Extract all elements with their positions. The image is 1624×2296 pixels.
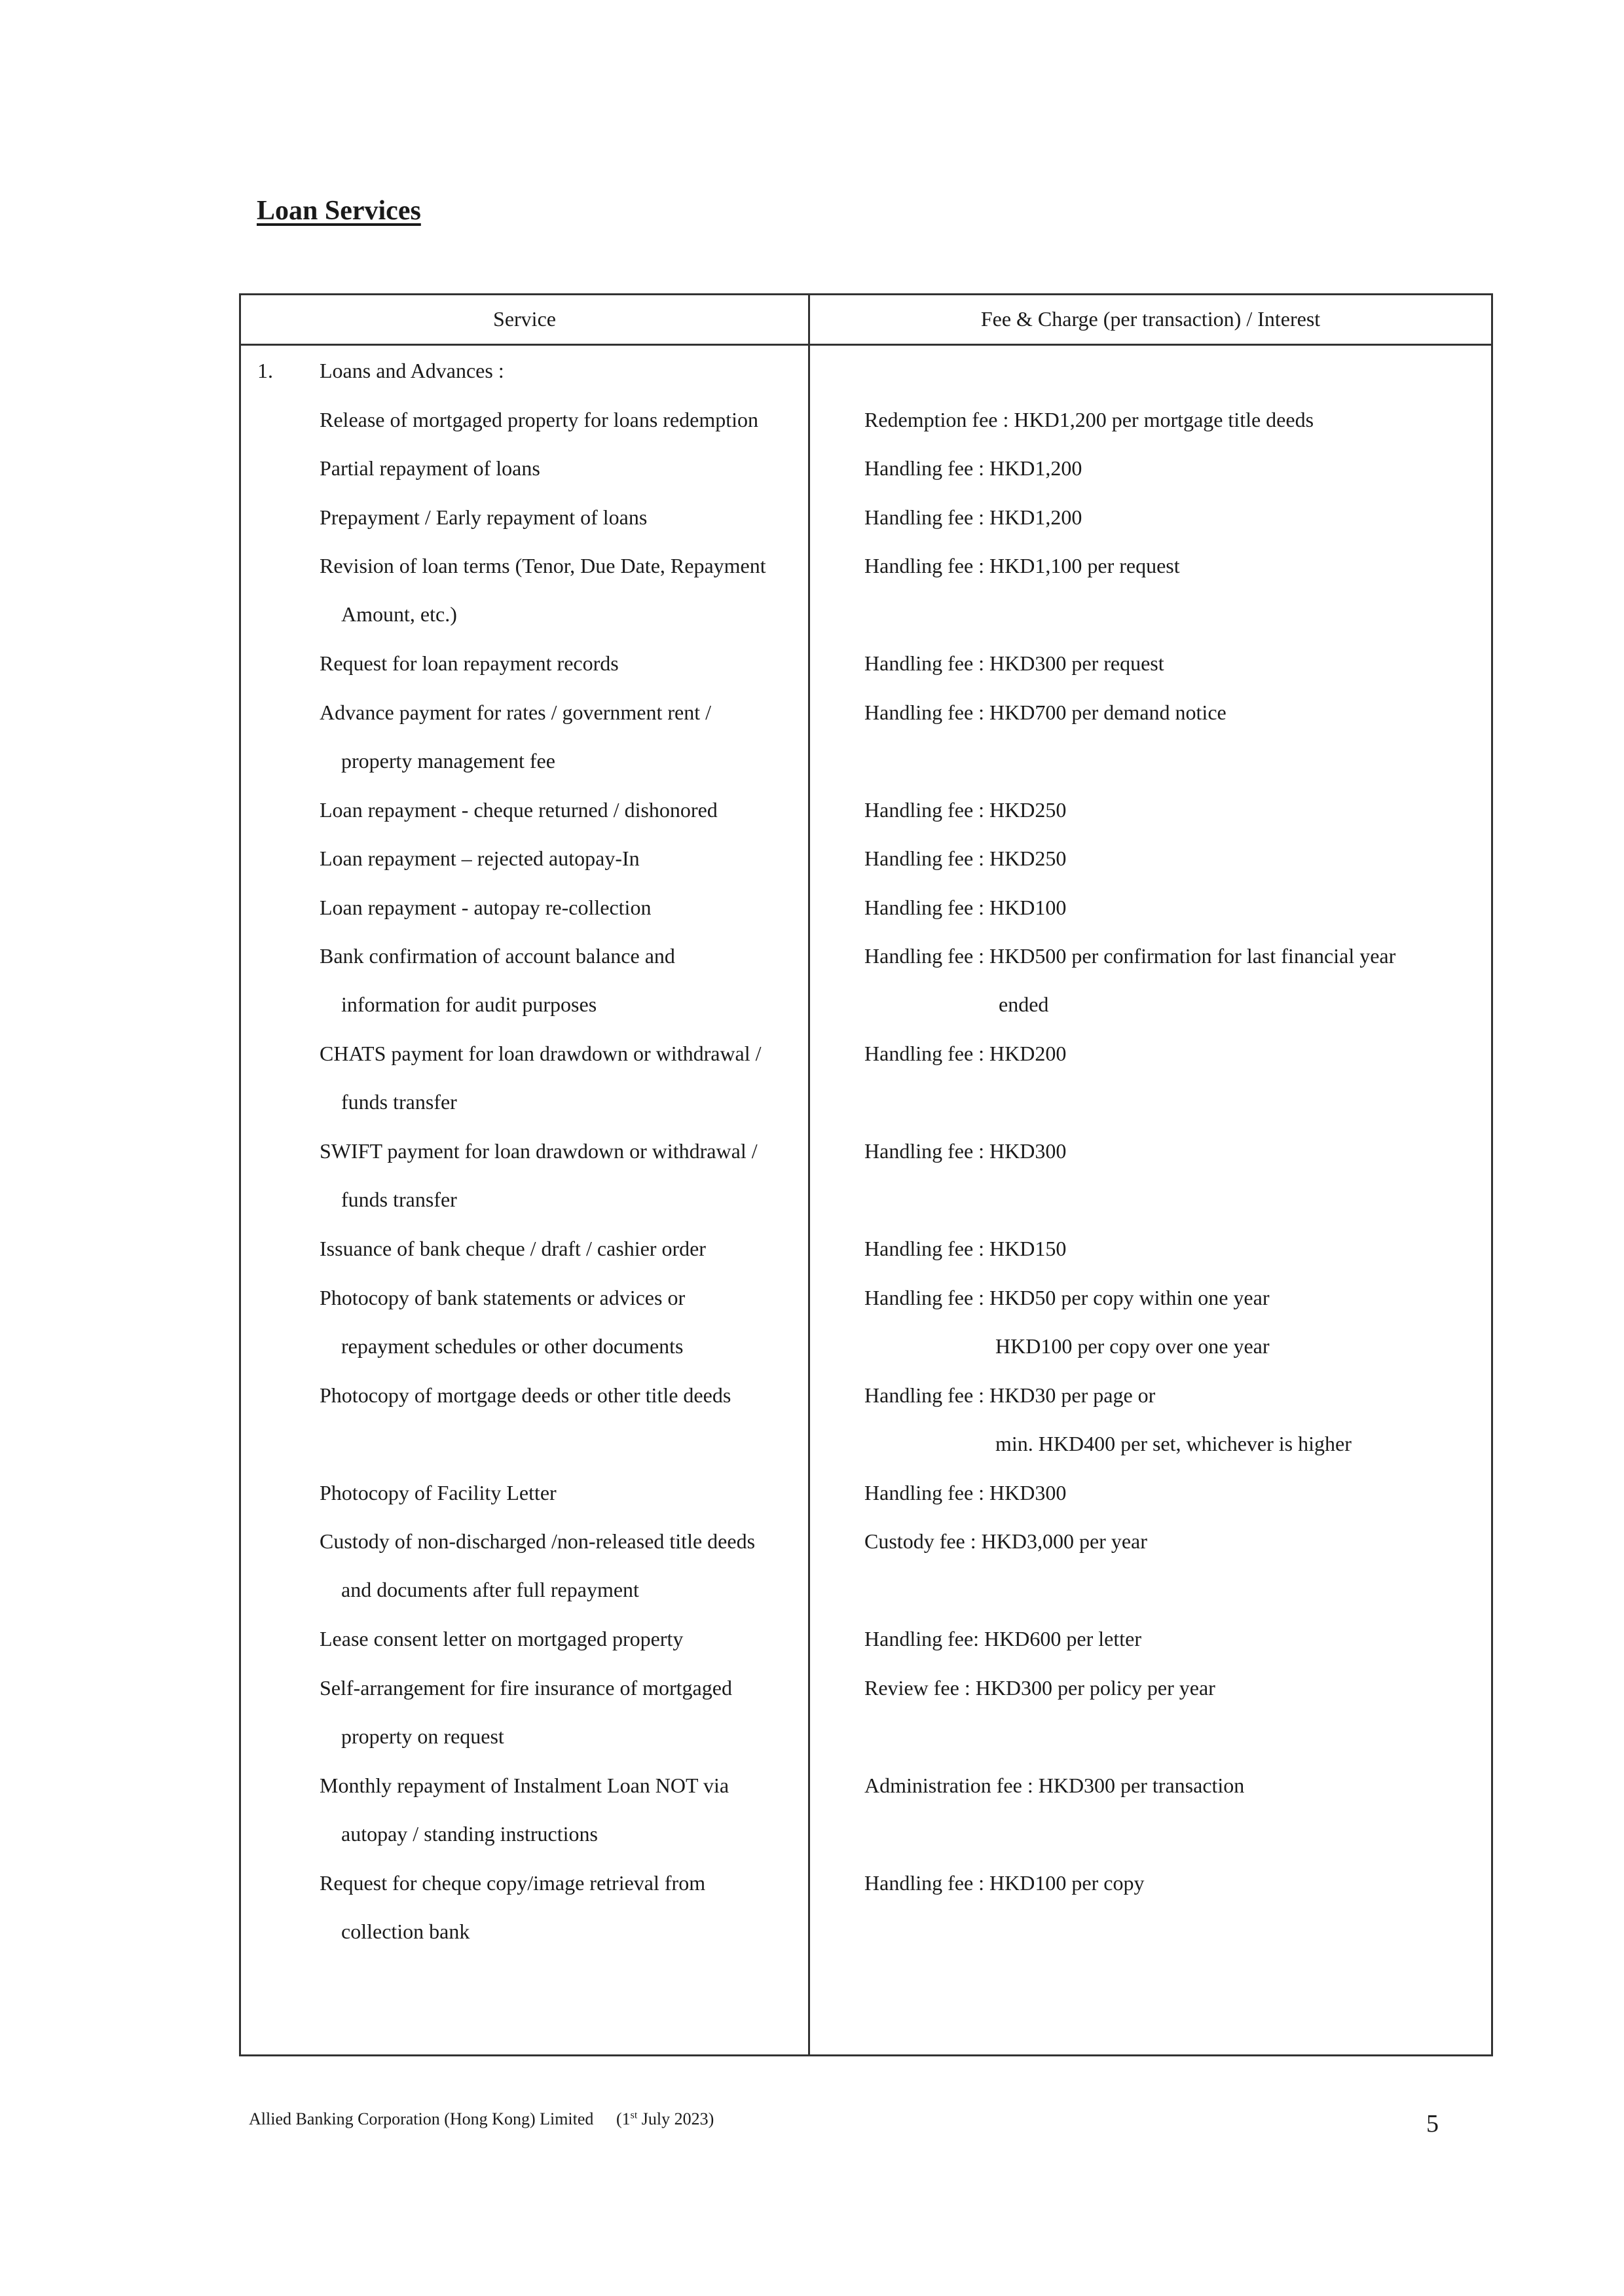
fee-cell xyxy=(864,845,1486,871)
fee-text: Handling fee : HKD100 xyxy=(864,896,1067,919)
service-text-continued: Amount, etc.) xyxy=(341,602,457,626)
service-text-continued: repayment schedules or other documents xyxy=(341,1334,684,1358)
service-cell xyxy=(320,1040,804,1115)
fee-text: Handling fee : HKD150 xyxy=(864,1237,1067,1260)
section-label: Loans and Advances : xyxy=(320,359,504,382)
service-text: Advance payment for rates / government rent / xyxy=(320,701,711,724)
service-cell xyxy=(320,894,804,920)
page-title: Loan Services xyxy=(257,196,421,226)
table-header xyxy=(241,295,1491,346)
service-text: CHATS payment for loan drawdown or withdrawal / xyxy=(320,1042,762,1065)
fee-cell xyxy=(864,553,1486,579)
fee-cell xyxy=(864,455,1486,481)
fee-cell xyxy=(864,1040,1486,1066)
fee-text: Custody fee : HKD3,000 per year xyxy=(864,1529,1147,1553)
service-text: Photocopy of mortgage deeds or other title deeds xyxy=(320,1383,731,1407)
fee-text: Handling fee: HKD600 per letter xyxy=(864,1627,1141,1650)
service-cell xyxy=(320,455,804,481)
fee-cell xyxy=(864,504,1486,530)
fee-text: Handling fee : HKD700 per demand notice xyxy=(864,701,1227,724)
service-cell xyxy=(320,1626,804,1652)
fee-text: Handling fee : HKD300 xyxy=(864,1481,1067,1504)
fee-text: Handling fee : HKD250 xyxy=(864,798,1067,822)
service-cell xyxy=(320,845,804,871)
service-text: Loan repayment - autopay re-collection xyxy=(320,896,652,919)
fee-column-header: Fee & Charge (per transaction) / Interest xyxy=(980,307,1321,331)
fee-cell xyxy=(864,650,1486,676)
service-cell xyxy=(320,1480,804,1506)
section-number: 1. xyxy=(257,359,273,382)
service-text: Release of mortgaged property for loans redemption xyxy=(320,408,758,431)
fee-text: Redemption fee : HKD1,200 per mortgage title deeds xyxy=(864,408,1314,431)
fee-cell xyxy=(864,1626,1486,1652)
fee-cell xyxy=(864,407,1486,433)
footer-company: Allied Banking Corporation (Hong Kong) Limited xyxy=(249,2109,594,2128)
fee-cell xyxy=(864,1675,1486,1701)
service-cell xyxy=(320,407,804,433)
service-cell xyxy=(320,1528,804,1603)
service-text: Request for loan repayment records xyxy=(320,651,619,675)
fee-cell xyxy=(864,1235,1486,1262)
service-cell xyxy=(320,943,804,1017)
service-text: Revision of loan terms (Tenor, Due Date, Repayment xyxy=(320,554,766,577)
fee-cell xyxy=(864,1772,1486,1798)
service-cell xyxy=(320,1675,804,1749)
service-text-continued: and documents after full repayment xyxy=(341,1578,639,1601)
service-cell xyxy=(320,1138,804,1212)
fee-text: Handling fee : HKD500 per confirmation for last financial year xyxy=(864,944,1396,968)
fee-cell xyxy=(864,699,1486,725)
fee-text-continued: min. HKD400 per set, whichever is higher xyxy=(995,1432,1352,1455)
fee-cell xyxy=(864,1382,1486,1457)
service-column-header: Service xyxy=(493,307,556,331)
fee-text: Handling fee : HKD100 per copy xyxy=(864,1871,1145,1895)
service-cell xyxy=(320,1235,804,1262)
fee-text: Handling fee : HKD30 per page or xyxy=(864,1383,1156,1407)
service-text: Issuance of bank cheque / draft / cashier order xyxy=(320,1237,706,1260)
service-text: Custody of non-discharged /non-released title deeds xyxy=(320,1529,756,1553)
service-cell xyxy=(320,1870,804,1944)
service-text: Prepayment / Early repayment of loans xyxy=(320,505,648,529)
fee-text-continued: HKD100 per copy over one year xyxy=(995,1334,1270,1358)
service-text: Loan repayment – rejected autopay-In xyxy=(320,847,640,870)
fee-text-continued: ended xyxy=(999,993,1049,1016)
page-number: 5 xyxy=(1426,2110,1439,2138)
fee-cell xyxy=(864,1285,1486,1359)
fee-text: Handling fee : HKD300 per request xyxy=(864,651,1164,675)
service-text-continued: property management fee xyxy=(341,749,555,773)
service-text: SWIFT payment for loan drawdown or withdrawal / xyxy=(320,1139,758,1163)
service-text: Photocopy of Facility Letter xyxy=(320,1481,557,1504)
service-text: Request for cheque copy/image retrieval from xyxy=(320,1871,706,1895)
service-text-continued: funds transfer xyxy=(341,1188,457,1211)
service-text: Photocopy of bank statements or advices or xyxy=(320,1286,686,1309)
service-text: Loan repayment - cheque returned / dishonored xyxy=(320,798,718,822)
service-cell xyxy=(320,650,804,676)
fee-text: Handling fee : HKD200 xyxy=(864,1042,1067,1065)
service-text-continued: autopay / standing instructions xyxy=(341,1822,598,1846)
service-text-continued: information for audit purposes xyxy=(341,993,597,1016)
service-text-continued: property on request xyxy=(341,1724,504,1748)
column-divider xyxy=(808,295,810,2054)
service-text-continued: funds transfer xyxy=(341,1090,457,1114)
fee-cell xyxy=(864,894,1486,920)
fee-cell xyxy=(864,943,1486,1017)
service-text: Bank confirmation of account balance and xyxy=(320,944,675,968)
service-cell xyxy=(320,699,804,774)
fee-cell xyxy=(864,1528,1486,1554)
service-text: Lease consent letter on mortgaged property xyxy=(320,1627,684,1650)
footer xyxy=(249,2109,714,2129)
fee-cell xyxy=(864,797,1486,823)
service-text: Monthly repayment of Instalment Loan NOT via xyxy=(320,1774,729,1797)
service-cell xyxy=(320,1285,804,1359)
service-cell xyxy=(320,797,804,823)
fee-text: Handling fee : HKD1,200 xyxy=(864,505,1082,529)
fee-cell xyxy=(864,1138,1486,1164)
fee-text: Administration fee : HKD300 per transaction xyxy=(864,1774,1245,1797)
service-cell xyxy=(320,504,804,530)
service-cell xyxy=(320,1382,804,1408)
service-text: Partial repayment of loans xyxy=(320,456,540,480)
footer-date: (1st July 2023) xyxy=(616,2109,714,2128)
fee-text: Handling fee : HKD300 xyxy=(864,1139,1067,1163)
service-text: Self-arrangement for fire insurance of mortgaged xyxy=(320,1676,732,1700)
fee-text: Review fee : HKD300 per policy per year xyxy=(864,1676,1215,1700)
service-text-continued: collection bank xyxy=(341,1920,470,1943)
fee-text: Handling fee : HKD1,100 per request xyxy=(864,554,1180,577)
fee-text: Handling fee : HKD50 per copy within one year xyxy=(864,1286,1270,1309)
fee-table xyxy=(239,293,1493,2056)
service-cell xyxy=(320,553,804,627)
fee-text: Handling fee : HKD250 xyxy=(864,847,1067,870)
fee-text: Handling fee : HKD1,200 xyxy=(864,456,1082,480)
service-cell xyxy=(320,1772,804,1847)
fee-cell xyxy=(864,1870,1486,1896)
fee-cell xyxy=(864,1480,1486,1506)
